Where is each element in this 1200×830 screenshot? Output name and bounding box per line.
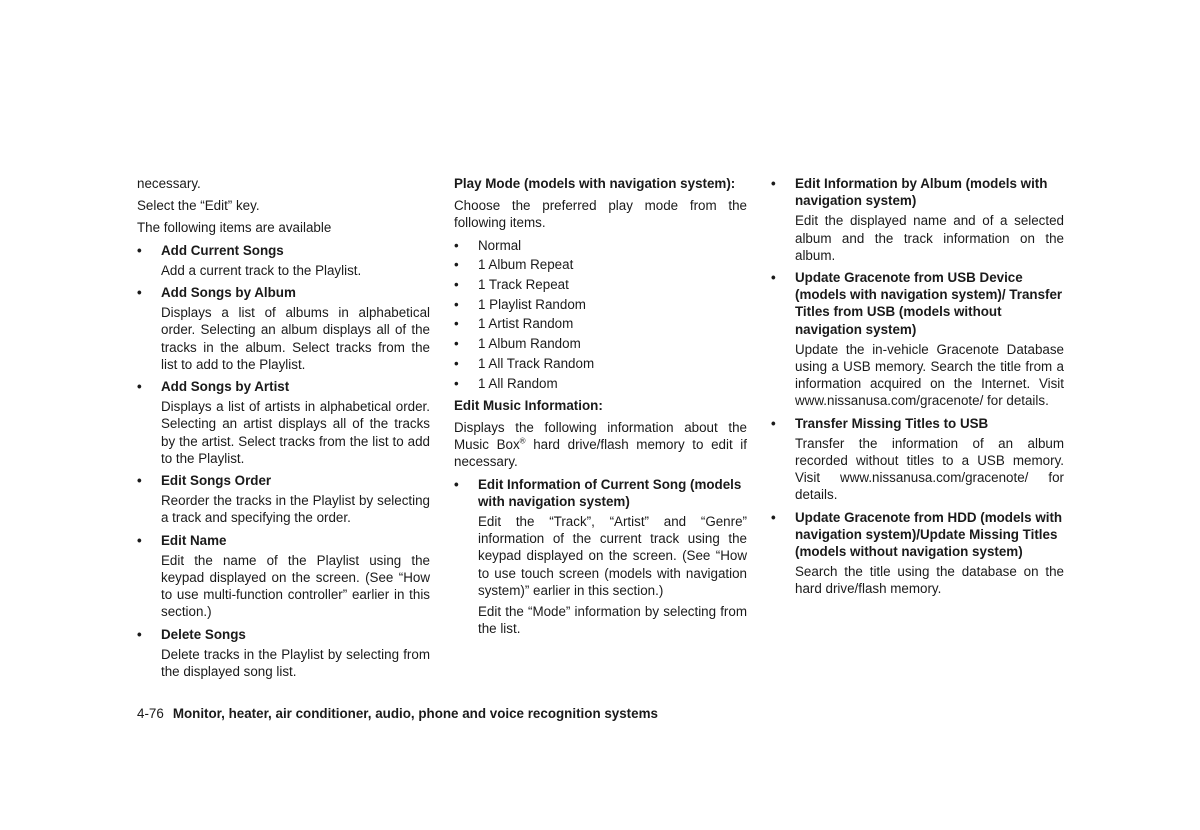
paragraph: necessary. bbox=[137, 176, 201, 191]
item-text: Edit the “Track”, “Artist” and “Genre” information of the current track using the keypad displayed on the screen. (See “How to use touch screen (models with navigation system)” earlier in this section.) bbox=[478, 513, 747, 598]
item-title: • Transfer Missing Titles to USB bbox=[795, 415, 989, 431]
play-mode-item: • 1 Album Repeat bbox=[454, 256, 747, 273]
column-3 bbox=[771, 175, 1064, 603]
list-item bbox=[771, 175, 1064, 264]
paragraph: Select the “Edit” key. bbox=[137, 198, 260, 214]
item-text: Displays a list of albums in alphabetical order. Selecting an album displays all of the tracks in the album. Select tracks from the list to add to the Playlist. bbox=[161, 305, 430, 372]
registered-mark: ® bbox=[519, 436, 526, 446]
item-title: • Delete Songs bbox=[161, 626, 246, 642]
play-mode-item: • 1 Album Random bbox=[454, 335, 747, 352]
item-text: Add a current track to the Playlist. bbox=[161, 262, 362, 278]
item-text: Edit the name of the Playlist using the keypad displayed on the screen. (See “How to use multi-function controller” earlier in this section.) bbox=[161, 552, 430, 620]
item-title: • Edit Information by Album (models with navigation system) bbox=[795, 176, 1048, 209]
page-footer bbox=[137, 705, 658, 722]
paragraph: The following items are available bbox=[137, 220, 332, 236]
item-text: Update the in-vehicle Gracenote Database using a USB memory. Search the title from a information acquired on the Internet. Visit www.nissanusa.com/gracenote/ for details. bbox=[795, 341, 1064, 409]
item-title: • Edit Name bbox=[161, 532, 227, 548]
item-text: Displays a list of artists in alphabetical order. Selecting an artist displays all of the tracks by the artist. Select tracks from the list to add to the Playlist. bbox=[161, 399, 430, 466]
paragraph: Choose the preferred play mode from the following items. bbox=[454, 198, 747, 231]
list-item bbox=[137, 472, 430, 527]
section-heading: Play Mode (models with navigation system): bbox=[454, 176, 736, 191]
list-item bbox=[771, 509, 1064, 598]
section-heading: Edit Music Information: bbox=[454, 397, 603, 413]
text-part: Displays the following information about the Music Box bbox=[454, 419, 747, 453]
list-item bbox=[771, 269, 1064, 410]
item-title: • Add Songs by Artist bbox=[161, 379, 290, 395]
list-item bbox=[137, 532, 430, 621]
paragraph bbox=[454, 419, 747, 471]
list-item bbox=[454, 476, 747, 638]
item-title: • Edit Information of Current Song (models with navigation system) bbox=[478, 476, 742, 509]
list-item bbox=[137, 626, 430, 681]
item-text: Reorder the tracks in the Playlist by selecting a track and specifying the order. bbox=[161, 493, 430, 526]
item-text: Edit the displayed name and of a selected album and the track information on the album. bbox=[795, 213, 1064, 263]
play-mode-item: • 1 Artist Random bbox=[454, 315, 747, 332]
play-mode-item: • 1 All Random bbox=[454, 375, 747, 392]
text-part: hard drive/flash memory to edit if necessary. bbox=[454, 437, 747, 470]
column-1 bbox=[137, 175, 430, 685]
item-title: • Add Songs by Album bbox=[161, 285, 296, 301]
play-mode-item: • 1 Playlist Random bbox=[454, 296, 747, 313]
list-item bbox=[137, 284, 430, 373]
item-title: • Update Gracenote from USB Device (models with navigation system)/ Transfer Titles from USB (models without navigation system) bbox=[795, 270, 1063, 337]
item-text: Search the title using the database on the hard drive/flash memory. bbox=[795, 564, 1064, 597]
item-title: • Add Current Songs bbox=[161, 242, 284, 258]
item-title: • Update Gracenote from HDD (models with navigation system)/Update Missing Titles (models without navigation system) bbox=[795, 509, 1063, 560]
play-mode-item: • 1 Track Repeat bbox=[454, 276, 747, 293]
section-title: Monitor, heater, air conditioner, audio, phone and voice recognition systems bbox=[172, 706, 658, 721]
list-item bbox=[137, 242, 430, 279]
list-item bbox=[771, 415, 1064, 504]
item-text: Edit the “Mode” information by selecting from the list. bbox=[478, 603, 747, 637]
page-number: 4-76 bbox=[137, 706, 164, 721]
list-item bbox=[137, 378, 430, 467]
column-2 bbox=[454, 175, 747, 642]
item-text: Delete tracks in the Playlist by selecting from the displayed song list. bbox=[161, 646, 430, 680]
item-title: • Edit Songs Order bbox=[161, 473, 272, 489]
play-mode-item: • 1 All Track Random bbox=[454, 355, 747, 372]
play-mode-item: • Normal bbox=[454, 237, 747, 254]
item-text: Transfer the information of an album recorded without titles to a USB memory. Visit www.nissanusa.com/gracenote/ for details. bbox=[795, 435, 1064, 503]
